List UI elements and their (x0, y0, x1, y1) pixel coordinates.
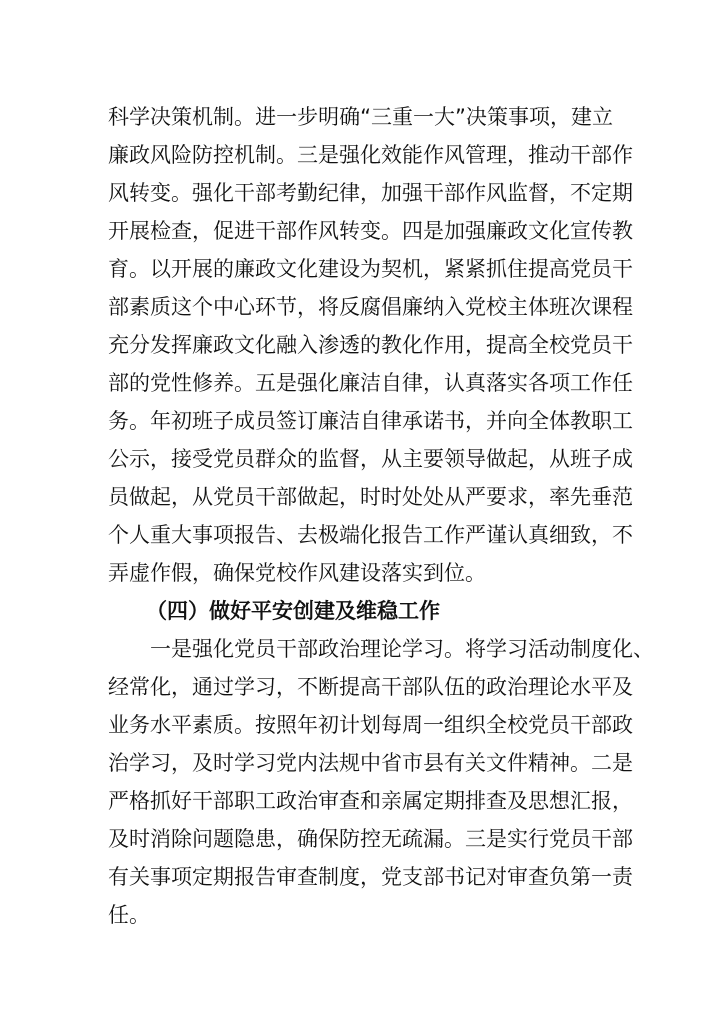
body-line: 及时消除问题隐患，确保防控无疏漏。三是实行党员干部 (108, 827, 633, 851)
body-line: 治学习，及时学习党内法规中省市县有关文件精神。二是 (108, 751, 633, 775)
body-line: 廉政风险防控机制。三是强化效能作风管理，推动干部作 (108, 143, 633, 167)
body-line: 务。年初班子成员签订廉洁自律承诺书，并向全体教职工 (108, 409, 633, 433)
body-line: 充分发挥廉政文化融入渗透的教化作用，提高全校党员干 (108, 333, 633, 357)
body-line: 育。以开展的廉政文化建设为契机，紧紧抓住提高党员干 (108, 257, 633, 281)
body-line: 业务水平素质。按照年初计划每周一组织全校党员干部政 (108, 713, 633, 737)
body-line: 部素质这个中心环节，将反腐倡廉纳入党校主体班次课程 (108, 295, 633, 319)
section-heading: （四）做好平安创建及维稳工作 (146, 599, 440, 623)
body-line: 严格抓好干部职工政治审查和亲属定期排查及思想汇报， (108, 789, 633, 813)
body-line: 经常化，通过学习，不断提高干部队伍的政治理论水平及 (108, 675, 633, 699)
paragraph (108, 630, 654, 934)
body-line: 风转变。强化干部考勤纪律，加强干部作风监督，不定期 (108, 181, 633, 205)
body-line: 个人重大事项报告、去极端化报告工作严谨认真细致，不 (108, 523, 633, 547)
body-line: 公示，接受党员群众的监督，从主要领导做起，从班子成 (108, 447, 633, 471)
body-line: 员做起，从党员干部做起，时时处处从严要求，率先垂范 (108, 485, 633, 509)
document-body (108, 98, 654, 934)
body-line: 部的党性修养。五是强化廉洁自律，认真落实各项工作任 (108, 371, 633, 395)
body-line: 开展检查，促进干部作风转变。四是加强廉政文化宣传教 (108, 219, 633, 243)
paragraph (108, 98, 633, 592)
body-line: 一是强化党员干部政治理论学习。将学习活动制度化、 (150, 637, 654, 661)
body-line: 科学决策机制。进一步明确“三重一大”决策事项，建立 (108, 105, 613, 129)
body-line: 任。 (108, 903, 150, 927)
body-line: 有关事项定期报告审查制度，党支部书记对审查负第一责 (108, 865, 633, 889)
body-line: 弄虚作假，确保党校作风建设落实到位。 (108, 561, 486, 585)
